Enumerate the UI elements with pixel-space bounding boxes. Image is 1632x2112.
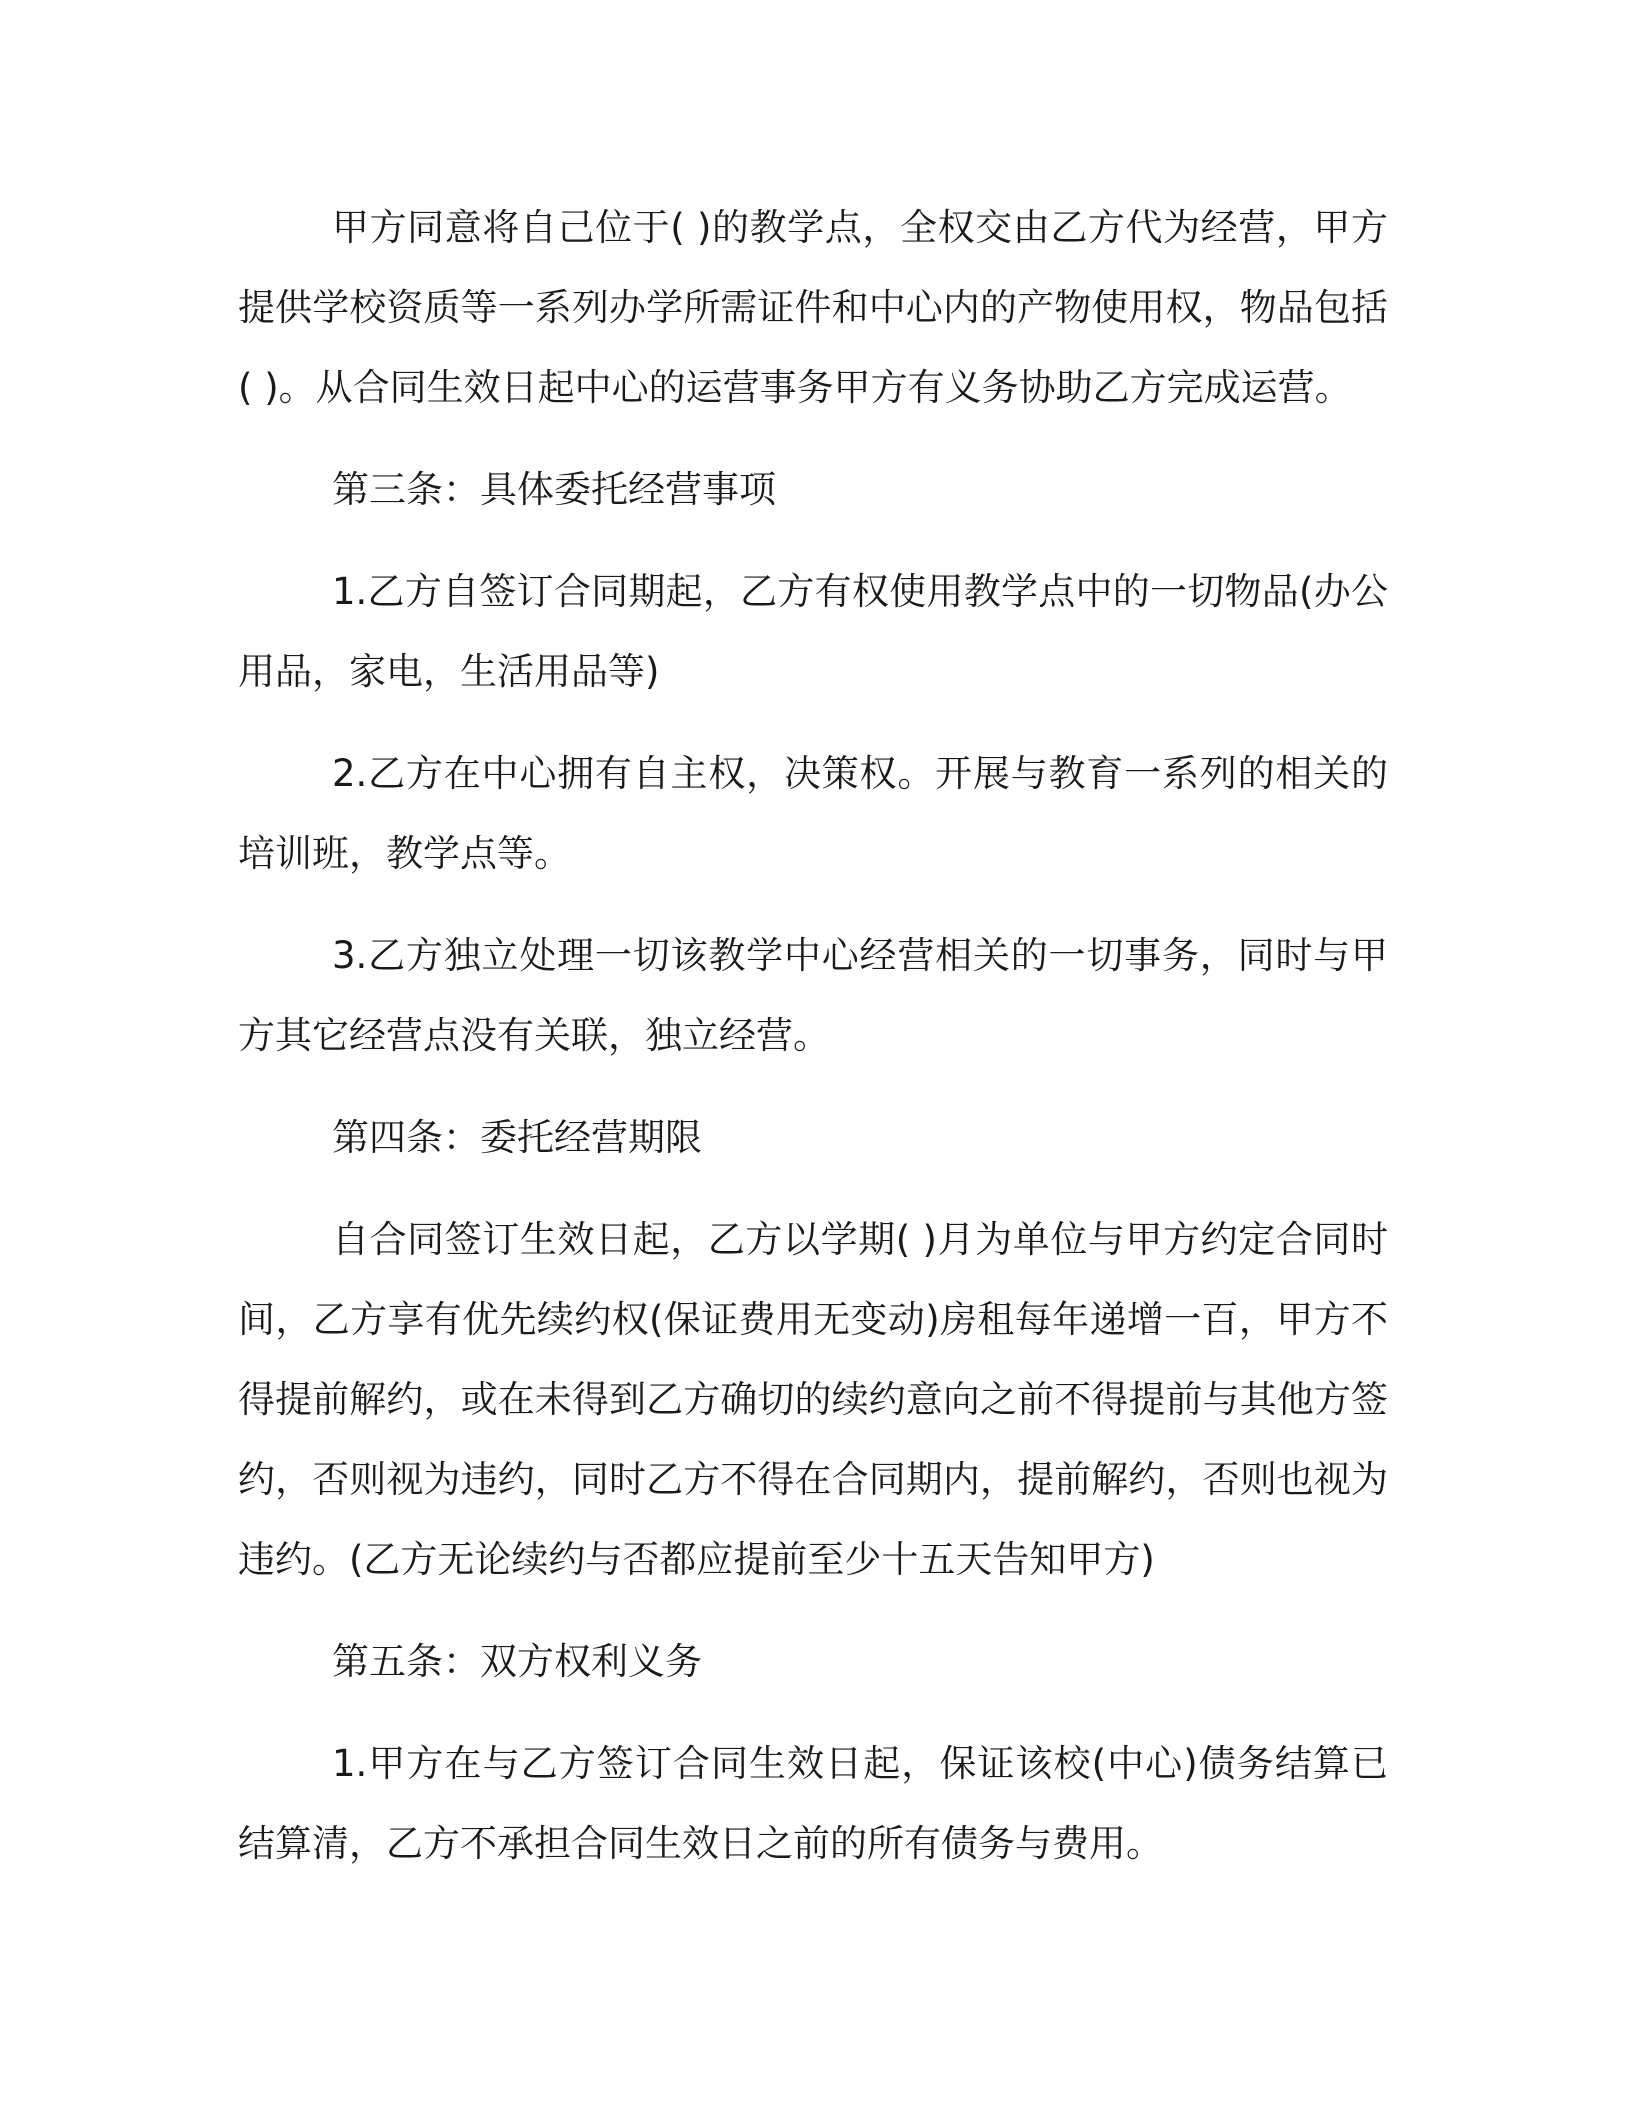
- article-4-body: 自合同签订生效日起，乙方以学期( )月为单位与甲方约定合同时间，乙方享有优先续约权(保证费用无变动)房租每年递增一百，甲方不得提前解约，或在未得到乙方确切的续约意向之前不得提前与其他方签约，否则视为违约，同时乙方不得在合同期内，提前解约，否则也视为违约。(乙方无论续约与否都应提前至少十五天告知甲方): [238, 1218, 1388, 1581]
- article-4-heading: 第四条：委托经营期限: [332, 1116, 702, 1159]
- paragraph-delegation: 甲方同意将自己位于( )的教学点，全权交由乙方代为经营，甲方提供学校资质等一系列办学所需证件和中心内的产物使用权，物品包括( )。从合同生效日起中心的运营事务甲方有义务协助乙方完成运营。: [238, 206, 1388, 409]
- article-3-heading: 第三条：具体委托经营事项: [332, 468, 776, 511]
- article-3-item-1: 1.乙方自签订合同期起，乙方有权使用教学点中的一切物品(办公用品，家电，生活用品等): [238, 570, 1388, 693]
- article-5-item-1: 1.甲方在与乙方签订合同生效日起，保证该校(中心)债务结算已结算清，乙方不承担合同生效日之前的所有债务与费用。: [238, 1742, 1388, 1865]
- article-5-heading: 第五条：双方权利义务: [332, 1640, 702, 1683]
- article-3-item-3: 3.乙方独立处理一切该教学中心经营相关的一切事务，同时与甲方其它经营点没有关联，独立经营。: [238, 934, 1388, 1057]
- article-3-item-2: 2.乙方在中心拥有自主权，决策权。开展与教育一系列的相关的培训班，教学点等。: [238, 752, 1388, 875]
- document-body: [238, 188, 1388, 1884]
